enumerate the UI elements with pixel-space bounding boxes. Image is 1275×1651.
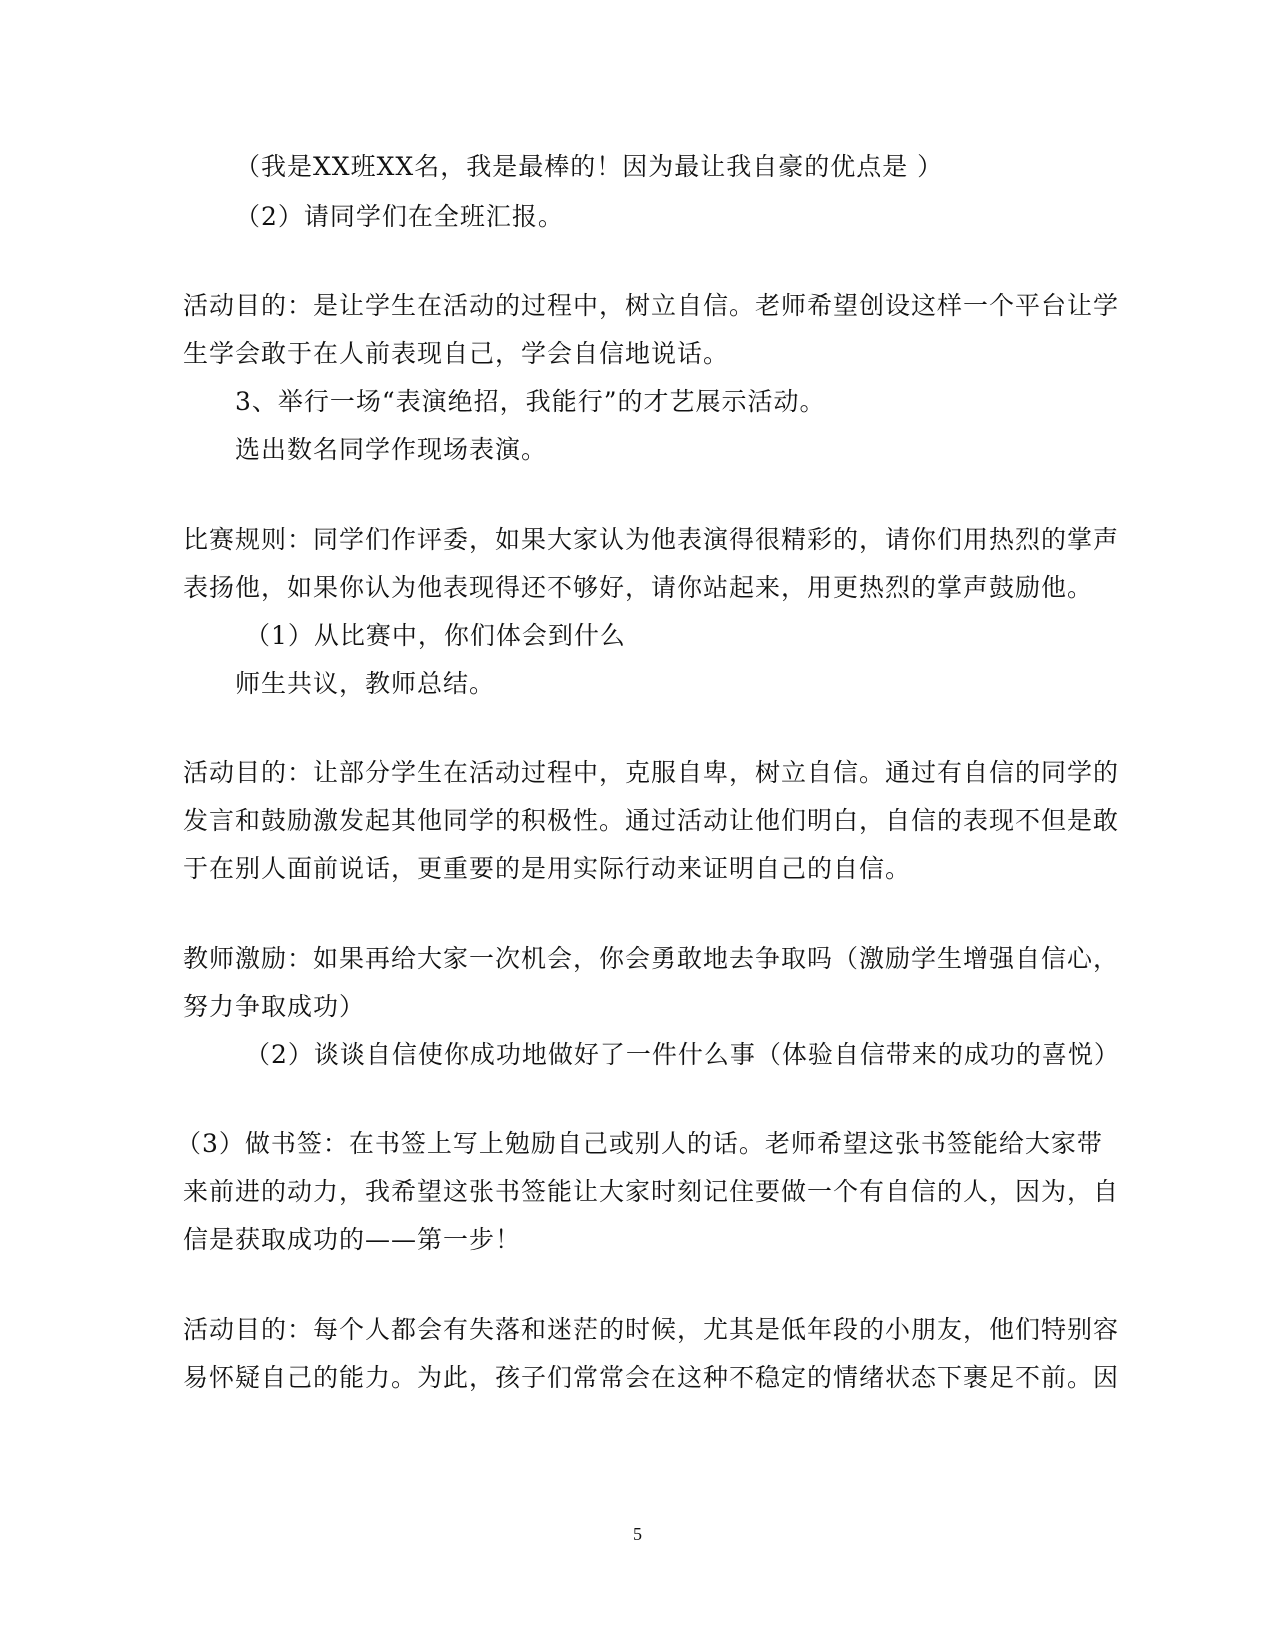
text-line: 师生共议，教师总结。 (235, 669, 496, 698)
text-line: 表扬他，如果你认为他表现得还不够好，请你站起来，用更热烈的掌声鼓励他。 (183, 573, 1094, 602)
text-line: 教师激励：如果再给大家一次机会，你会勇敢地去争取吗（激励学生增强自信心， (183, 944, 1120, 973)
text-line: 活动目的：是让学生在活动的过程中，树立自信。老师希望创设这样一个平台让学 (183, 291, 1120, 320)
text-line: 比赛规则：同学们作评委，如果大家认为他表演得很精彩的，请你们用热烈的掌声 (183, 525, 1120, 554)
text-line: 活动目的：让部分学生在活动过程中，克服自卑，树立自信。通过有自信的同学的 (183, 758, 1120, 787)
text-line: 于在别人面前说话，更重要的是用实际行动来证明自己的自信。 (183, 854, 912, 883)
text-line: 易怀疑自己的能力。为此，孩子们常常会在这种不稳定的情绪状态下裹足不前。因 (183, 1363, 1120, 1392)
text-line: 选出数名同学作现场表演。 (235, 435, 548, 464)
text-line: （2）请同学们在全班汇报。 (235, 202, 564, 231)
text-line: （2）谈谈自信使你成功地做好了一件什么事（体验自信带来的成功的喜悦） (245, 1040, 1120, 1069)
text-line: 生学会敢于在人前表现自己，学会自信地说话。 (183, 339, 730, 368)
text-line: （我是XX班XX名，我是最棒的！因为最让我自豪的优点是 ） (235, 152, 944, 181)
text-line: 来前进的动力，我希望这张书签能让大家时刻记住要做一个有自信的人，因为，自 (183, 1177, 1120, 1206)
text-line: （1）从比赛中，你们体会到什么 (245, 621, 626, 650)
text-line: 努力争取成功） (183, 992, 366, 1021)
text-line: 3、举行一场“表演绝招，我能行”的才艺展示活动。 (235, 387, 826, 416)
text-line: 发言和鼓励激发起其他同学的积极性。通过活动让他们明白，自信的表现不但是敢 (183, 806, 1120, 835)
text-line: （3）做书签：在书签上写上勉励自己或别人的话。老师希望这张书签能给大家带 (176, 1129, 1103, 1158)
text-line: 活动目的：每个人都会有失落和迷茫的时候，尤其是低年段的小朋友，他们特别容 (183, 1315, 1120, 1344)
text-line: 信是获取成功的——第一步！ (183, 1225, 522, 1254)
page-number: 5 (633, 1524, 642, 1544)
